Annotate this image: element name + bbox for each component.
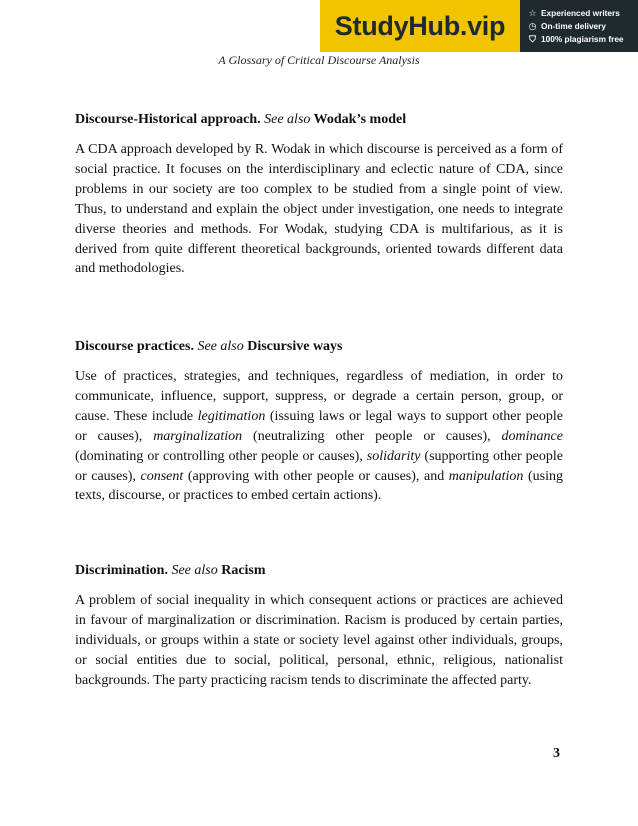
glossary-entry [75, 110, 563, 279]
see-also-label: See also [197, 339, 244, 354]
entry-term: Discourse practices. [75, 339, 194, 354]
studyhub-logo[interactable]: StudyHub.vip [320, 0, 520, 52]
see-also-label: See also [264, 112, 311, 127]
entry-reference: Racism [221, 563, 266, 578]
studyhub-banner[interactable] [320, 0, 638, 52]
defined-term: legitimation [197, 408, 266, 424]
definition-text: (supporting other people or causes), [75, 448, 563, 484]
definition-text: Use of practices, strategies, and techniques, regardless of mediation, in order to communicate, influence, support, suppress, or degrade a certain person, group, or cause. These include [75, 369, 563, 424]
feature-label: On-time delivery [541, 21, 607, 31]
entry-definition [75, 591, 563, 691]
feature-label: 100% plagiarism free [541, 34, 624, 44]
feature-on-time-delivery [528, 21, 638, 32]
defined-term: dominance [501, 428, 563, 444]
definition-text: (dominating or controlling other people or causes), [75, 448, 367, 464]
entry-term: Discrimination. [75, 563, 168, 578]
see-also-label: See also [171, 563, 218, 578]
entry-heading [75, 110, 563, 130]
entry-reference: Discursive ways [247, 339, 343, 354]
entry-term: Discourse-Historical approach. [75, 112, 261, 127]
defined-term: solidarity [366, 448, 421, 464]
glossary-entry [75, 337, 563, 506]
entry-reference: Wodak’s model [313, 112, 407, 127]
defined-term: consent [140, 468, 184, 484]
page-number: 3 [553, 746, 560, 761]
entry-definition [75, 367, 563, 506]
definition-text: (issuing laws or legal ways to support other people or causes), [75, 408, 563, 444]
feature-experienced-writers [528, 8, 638, 19]
entry-heading [75, 337, 563, 357]
running-head: A Glossary of Critical Discourse Analysis [218, 53, 420, 67]
star-icon: ☆ [528, 7, 537, 18]
glossary-entry [75, 561, 563, 691]
feature-plagiarism-free [528, 34, 638, 45]
definition-text: A CDA approach developed by R. Wodak in which discourse is perceived as a form of social practice. It focuses on the interdisciplinary and eclectic nature of CDA, since problems in our society are too complex to be studied from a single point of view. Thus, to understand and explain the object under investigation, one needs to integrate diverse theories and methods. For Wodak, studying CDA is multifarious, as it is derived from quite different theoretical backgrounds, oriented towards different data and methodologies. [75, 142, 563, 277]
feature-label: Experienced writers [541, 8, 620, 18]
defined-term: marginalization [153, 428, 243, 444]
clock-icon: ◷ [528, 20, 537, 31]
defined-term: manipulation [448, 468, 524, 484]
entry-heading [75, 561, 563, 581]
shield-check-icon: ⛉ [529, 33, 536, 44]
definition-text: (using texts, discourse, or practices to embed certain actions). [75, 468, 564, 504]
definition-text: (neutralizing other people or causes), [242, 428, 502, 444]
definition-text: (approving with other people or causes), and [183, 468, 449, 484]
definition-text: A problem of social inequality in which consequent actions or practices are achieved in favour of marginalization or discrimination. Racism is produced by certain parties, individuals, or groups within a state or society level against other individuals, groups, or social entities due to social, political, personal, ethnic, religious, nationalist backgrounds. The party practicing racism tends to discriminate the affected party. [75, 593, 563, 688]
banner-features [520, 0, 638, 52]
entry-definition [75, 140, 563, 279]
